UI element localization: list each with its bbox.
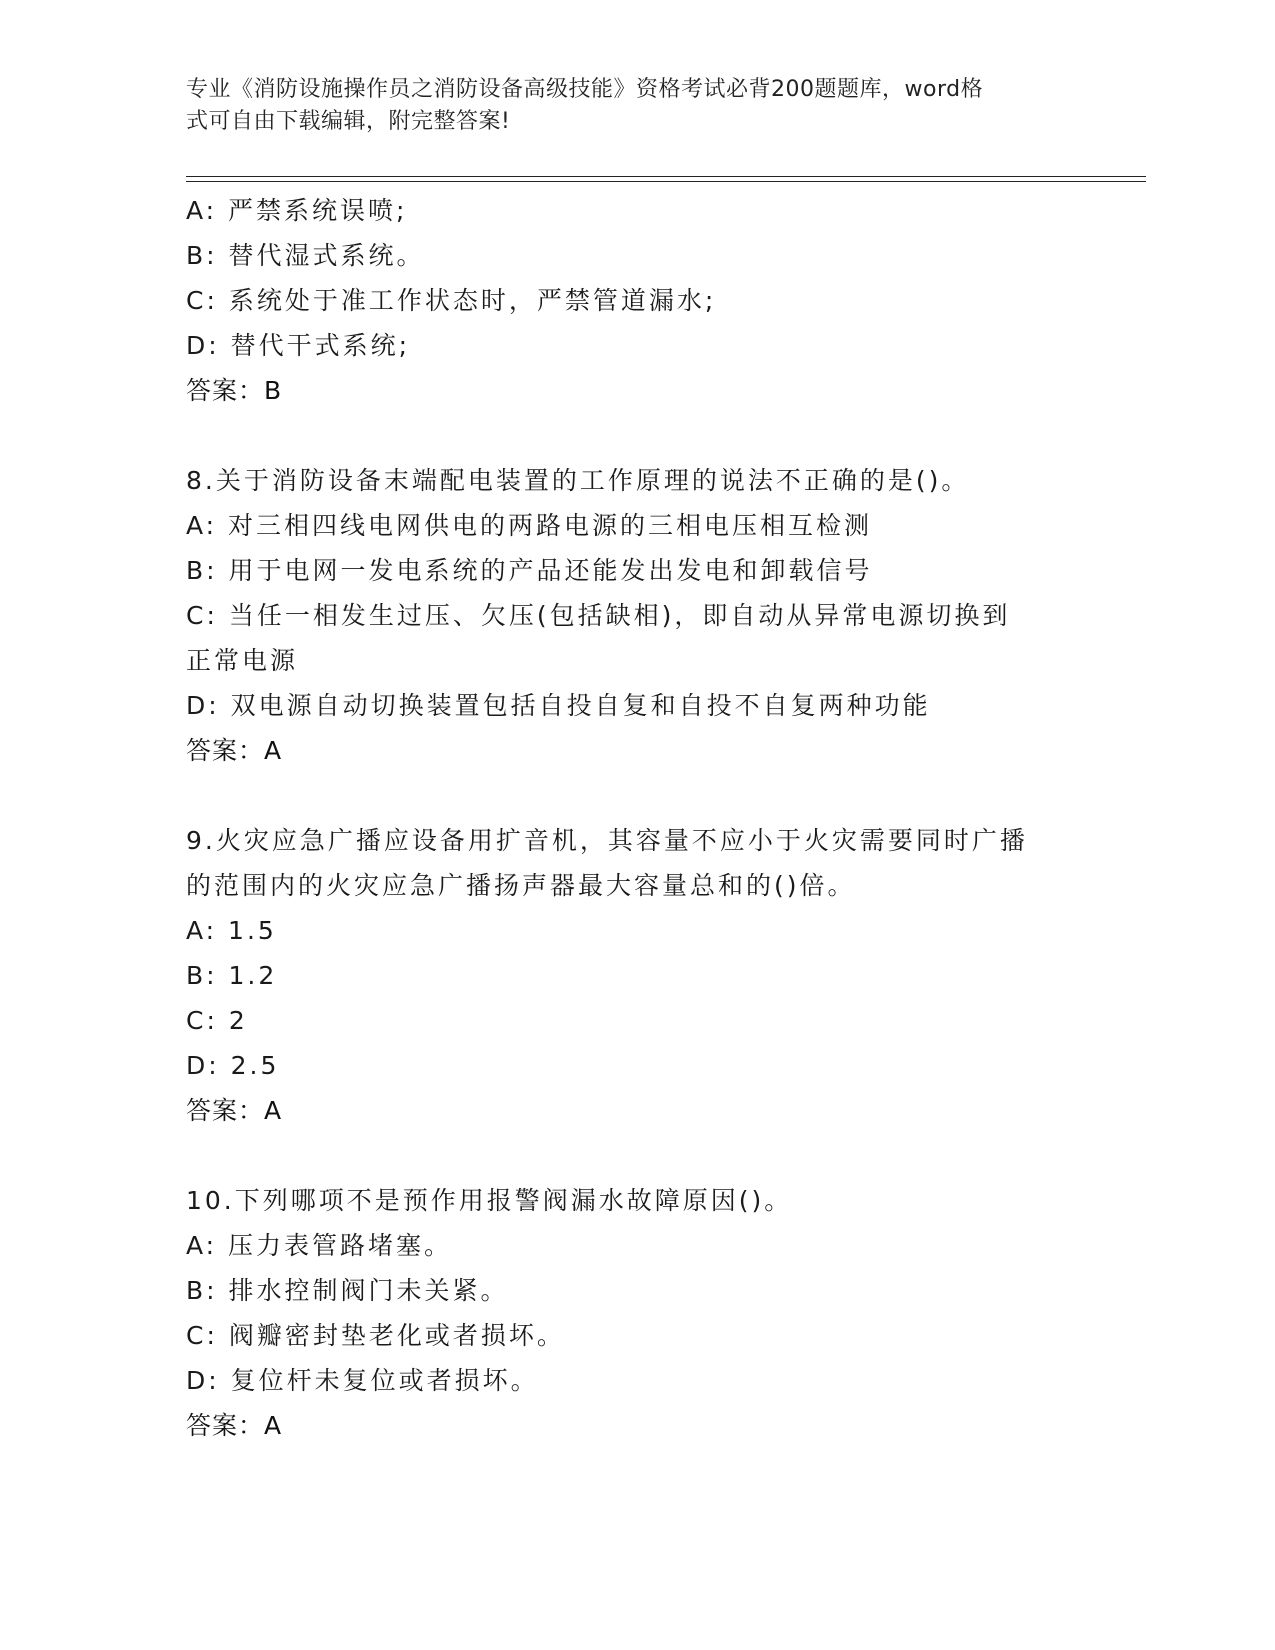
- answer: 答案：A: [186, 736, 283, 765]
- header-line-2: 式可自由下载编辑，附完整答案!: [186, 109, 511, 134]
- question-text-line-1: 9.火灾应急广播应设备用扩音机，其容量不应小于火灾需要同时广播: [186, 826, 1028, 855]
- question-text: 10.下列哪项不是预作用报警阀漏水故障原因()。: [186, 1186, 793, 1215]
- question-8-block: [186, 458, 1086, 773]
- option-c: C: 系统处于准工作状态时，严禁管道漏水;: [186, 286, 717, 315]
- answer: 答案：A: [186, 1096, 283, 1125]
- option-d: D: 复位杆未复位或者损坏。: [186, 1366, 539, 1395]
- header-divider-top: [186, 176, 1146, 177]
- option-d: D: 2.5: [186, 1051, 280, 1080]
- header-line-1: 专业《消防设施操作员之消防设备高级技能》资格考试必背200题题库，word格: [186, 77, 984, 102]
- option-c-continued: 正常电源: [186, 646, 299, 675]
- option-b: B: 排水控制阀门未关紧。: [186, 1276, 509, 1305]
- option-b: B: 用于电网一发电系统的产品还能发出发电和卸载信号: [186, 556, 873, 585]
- question-7-block: [186, 188, 1086, 413]
- option-c: C: 当任一相发生过压、欠压(包括缺相)，即自动从异常电源切换到: [186, 601, 1011, 630]
- option-a: A: 1.5: [186, 916, 277, 945]
- option-c: C: 2: [186, 1006, 248, 1035]
- answer: 答案：B: [186, 376, 283, 405]
- question-9-block: [186, 818, 1086, 1133]
- option-b: B: 替代湿式系统。: [186, 241, 425, 270]
- question-text-line-2: 的范围内的火灾应急广播扬声器最大容量总和的()倍。: [186, 871, 856, 900]
- document-header: [186, 74, 1066, 138]
- option-a: A: 严禁系统误喷;: [186, 196, 408, 225]
- question-10-block: [186, 1178, 1086, 1448]
- answer: 答案：A: [186, 1411, 283, 1440]
- option-d: D: 替代干式系统;: [186, 331, 411, 360]
- option-c: C: 阀瓣密封垫老化或者损坏。: [186, 1321, 565, 1350]
- question-content: [186, 188, 1086, 1493]
- header-divider-bottom: [186, 181, 1146, 182]
- option-d: D: 双电源自动切换装置包括自投自复和自投不自复两种功能: [186, 691, 931, 720]
- option-a: A: 对三相四线电网供电的两路电源的三相电压相互检测: [186, 511, 873, 540]
- option-b: B: 1.2: [186, 961, 278, 990]
- question-text: 8.关于消防设备末端配电装置的工作原理的说法不正确的是()。: [186, 466, 970, 495]
- option-a: A: 压力表管路堵塞。: [186, 1231, 453, 1260]
